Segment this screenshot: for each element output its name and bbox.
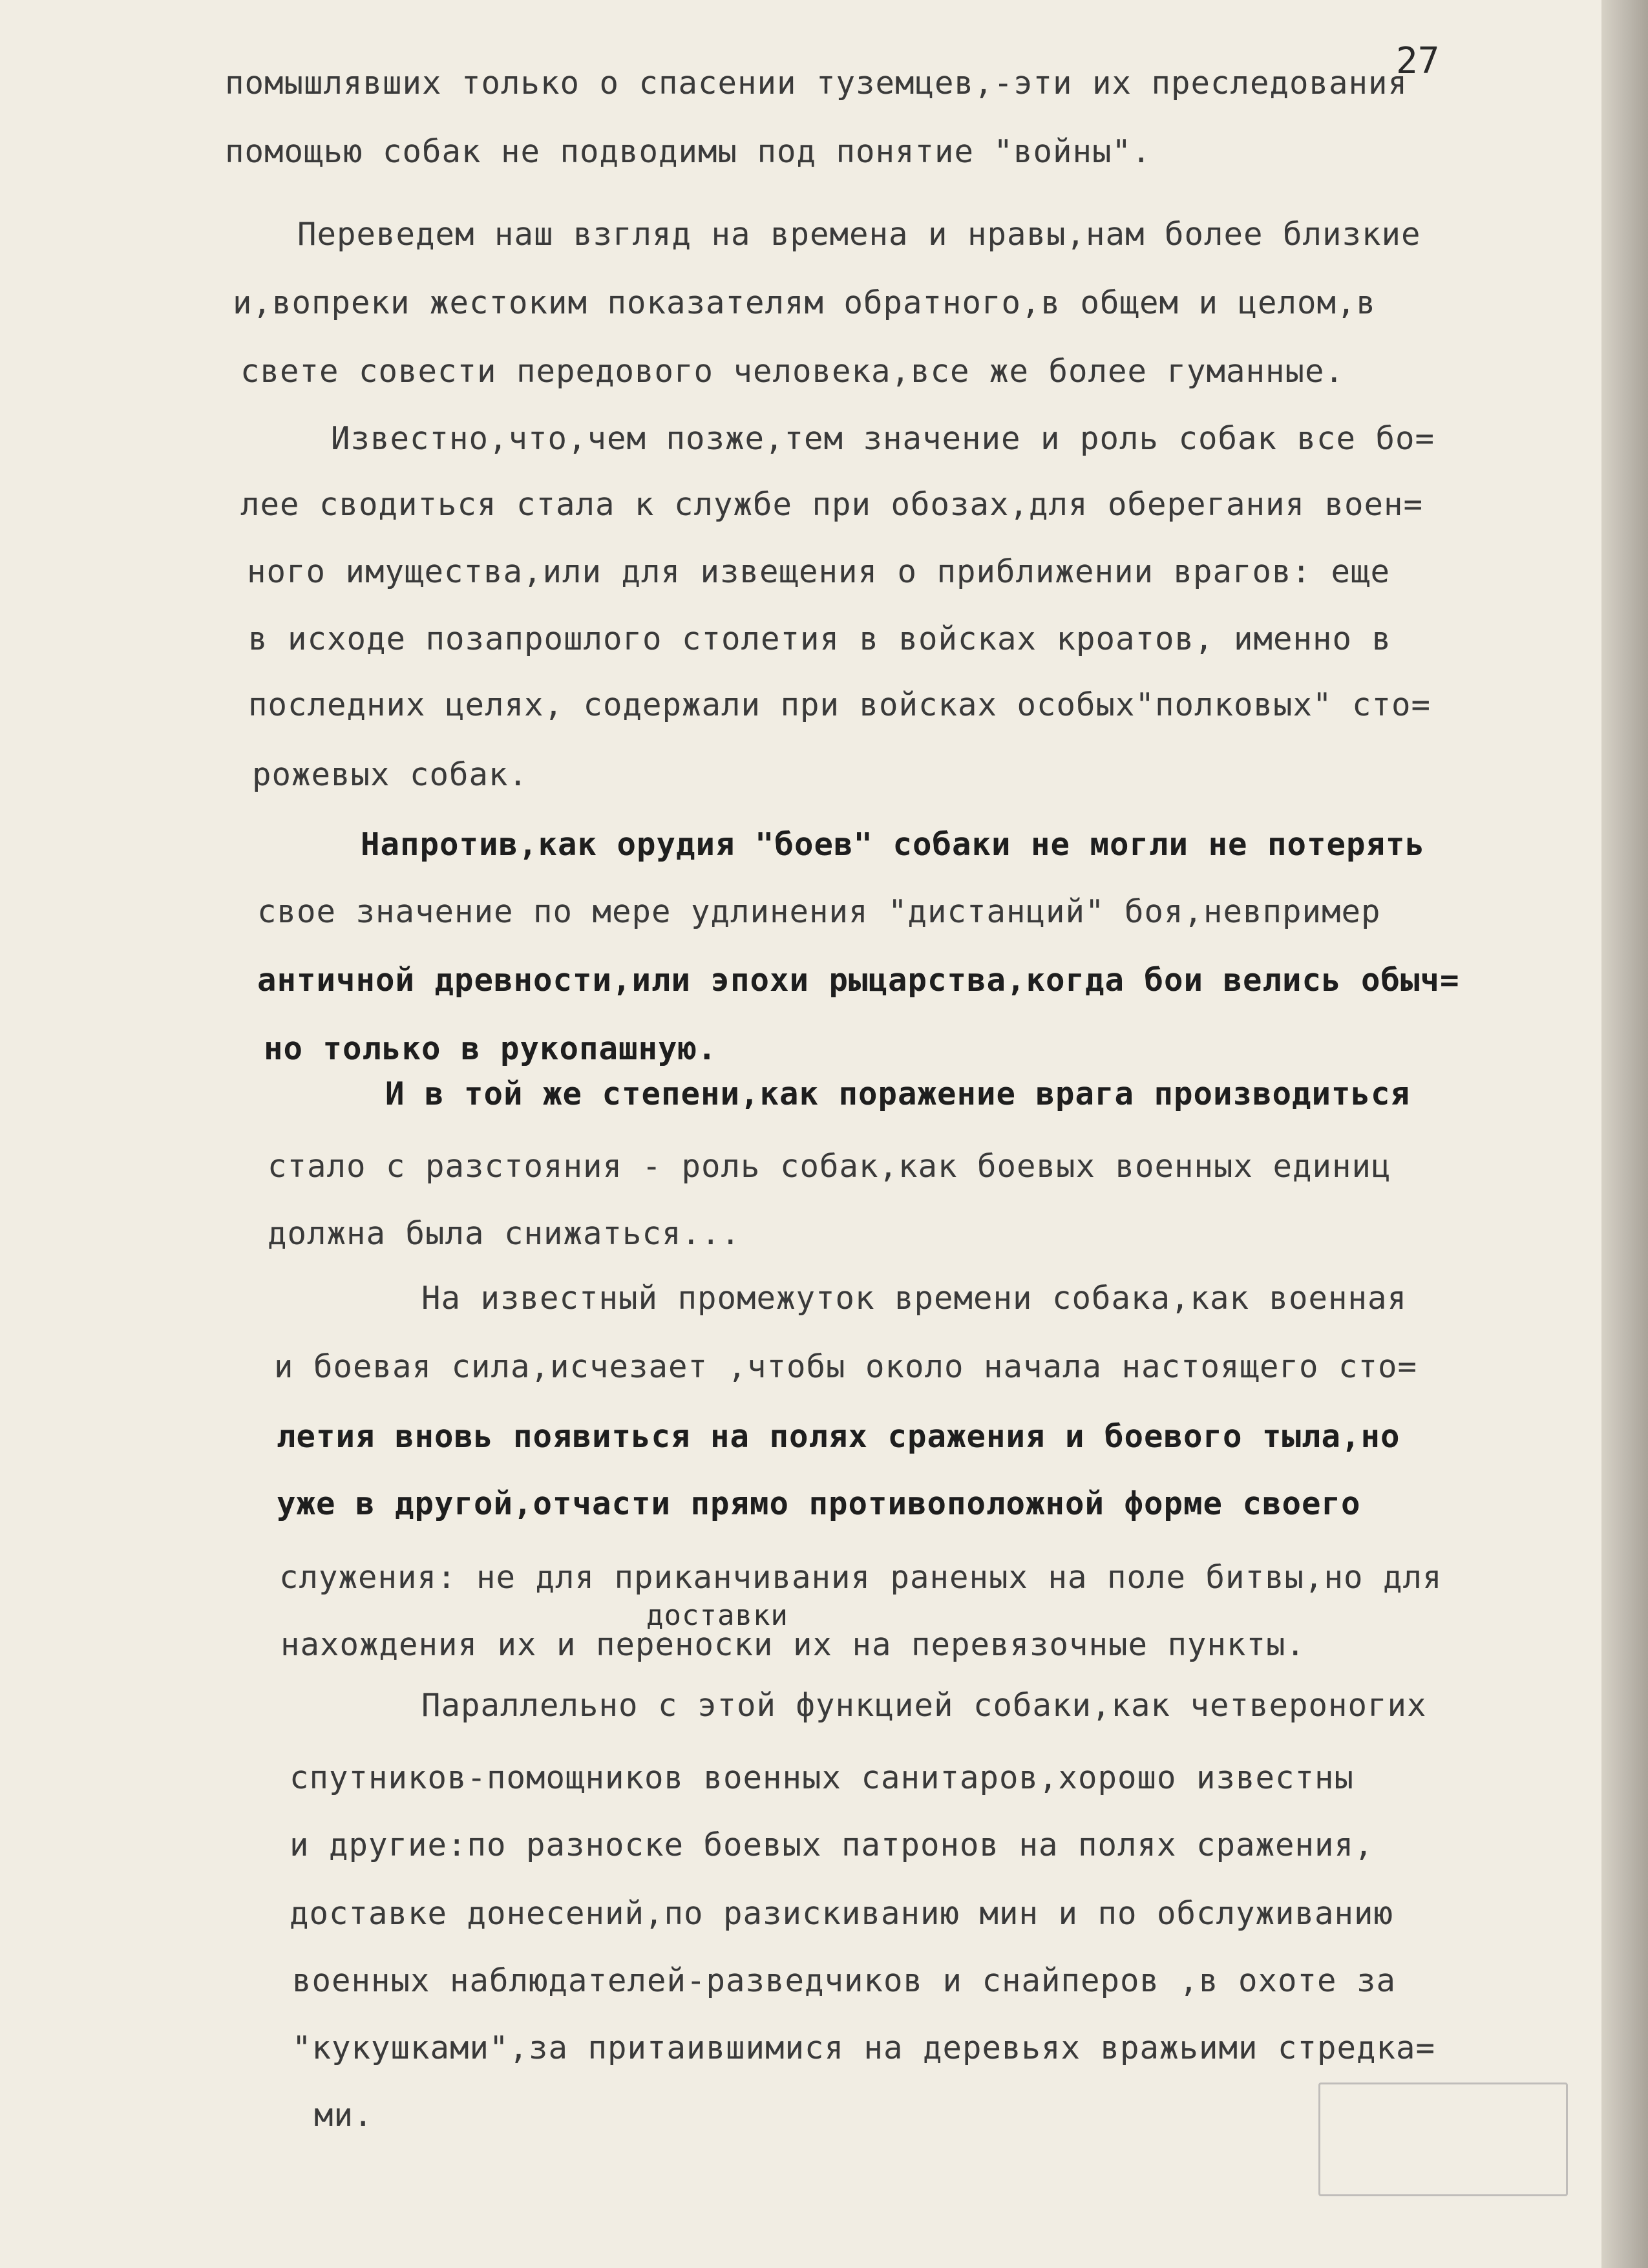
handwritten-insertion: доставки (646, 1599, 788, 1632)
page-number: 27 (1396, 40, 1440, 82)
text-line: лее сводиться стала к службе при обозах,для оберегания воен= (240, 486, 1424, 523)
text-line: уже в другой,отчасти прямо противоположной форме своего (277, 1485, 1361, 1522)
text-line: последних целях, содержали при войсках особых"полковых" сто= (248, 686, 1431, 723)
text-line: Напротив,как орудия "боев" собаки не могли не потерять (361, 826, 1426, 863)
text-line: и,вопреки жестоким показателям обратного,в общем и целом,в (233, 284, 1377, 321)
text-line: но только в рукопашную. (264, 1030, 717, 1067)
text-line: На известный промежуток времени собака,как военная (421, 1280, 1408, 1317)
text-line: Известно,что,чем позже,тем значение и роль собак все бо= (331, 420, 1435, 457)
text-line: "кукушками",за притаившимися на деревьях вражьими стредка= (292, 2030, 1436, 2066)
page-edge (1601, 0, 1648, 2268)
text-line: и другие:по разноске боевых патронов на полях сражения, (290, 1827, 1374, 1863)
faded-stamp (1318, 2083, 1568, 2196)
text-line: античной древности,или эпохи рыцарства,когда бои велись обыч= (257, 962, 1460, 999)
text-line: свете совести передового человека,все же более гуманные. (240, 353, 1345, 390)
text-line: спутников-помощников военных санитаров,хорошо известны (290, 1759, 1355, 1796)
text-line: рожевых собак. (252, 756, 529, 793)
text-line: нахождения их и переноски их на перевязочные пункты. (280, 1626, 1306, 1663)
text-line: помышлявших только о спасении туземцев,-эти их преследования (225, 65, 1408, 101)
text-line: ного имущества,или для извещения о приближении врагов: еще (247, 553, 1391, 590)
text-line: Переведем наш взгляд на времена и нравы,нам более близкие (297, 216, 1421, 253)
text-line: летия вновь появиться на полях сражения и боевого тыла,но (277, 1418, 1400, 1455)
text-line: служения: не для приканчивания раненых на поле битвы,но для (279, 1559, 1442, 1596)
text-line: и боевая сила,исчезает ,чтобы около начала настоящего сто= (274, 1348, 1418, 1385)
text-line: в исходе позапрошлого столетия в войсках кроатов, именно в (248, 620, 1392, 657)
text-line: должна была снижаться... (268, 1215, 741, 1252)
text-line: помощью собак не подводимы под понятие "войны". (225, 133, 1152, 170)
text-line: Параллельно с этой функцией собаки,как четвероногих (421, 1687, 1427, 1724)
text-line: доставке донесений,по разискиванию мин и по обслуживанию (290, 1895, 1394, 1932)
text-line: стало с разстояния - роль собак,как боевых военных единиц (268, 1148, 1391, 1185)
text-line: военных наблюдателей-разведчиков и снайперов ,в охоте за (292, 1962, 1397, 1999)
text-line: И в той же степени,как поражение врага производиться (385, 1076, 1411, 1112)
text-line: ми. (314, 2097, 374, 2134)
text-line: свое значение по мере удлинения "дистанций" боя,невпример (257, 893, 1381, 930)
